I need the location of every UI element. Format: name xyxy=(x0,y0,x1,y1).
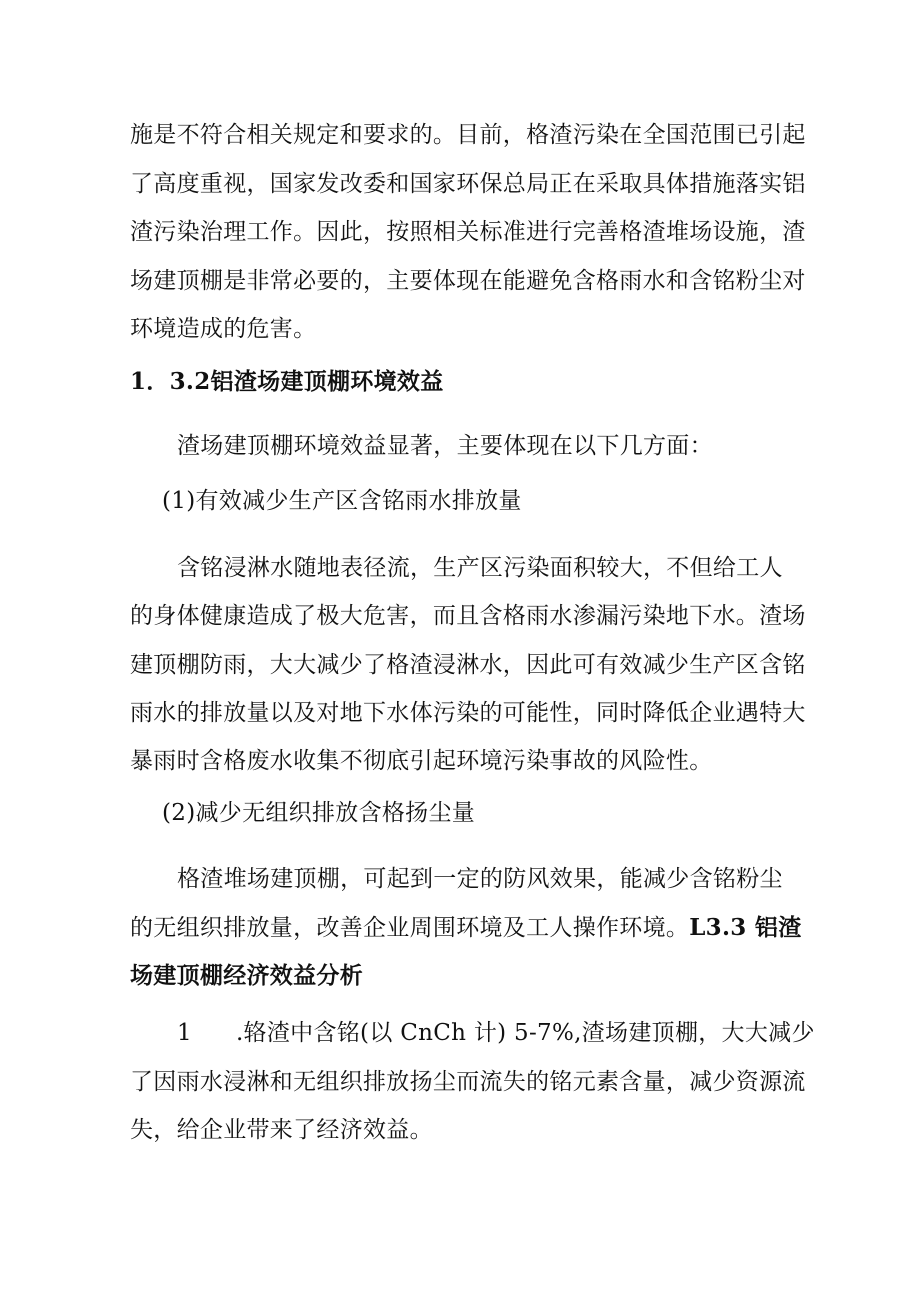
paragraph-line: 格渣堆场建顶棚，可起到一定的防风效果，能减少含铭粉尘 xyxy=(177,866,783,892)
section-heading-number: 1．3.2 xyxy=(130,368,211,395)
section-heading-continued: 场建顶棚经济效益分析 xyxy=(130,962,363,989)
paragraph-line: 建顶棚防雨，大大减少了格渣浸淋水，因此可有效减少生产区含铭 xyxy=(130,652,806,678)
paragraph-line: 失，给企业带来了经济效益。 xyxy=(130,1117,433,1143)
section-heading-inline: L3.3 铝渣 xyxy=(689,914,802,941)
section-heading xyxy=(130,367,444,397)
paragraph-line: 了因雨水浸淋和无组织排放扬尘而流失的铭元素含量，减少资源流 xyxy=(130,1069,806,1095)
paragraph-line: 施是不符合相关规定和要求的。目前，格渣污染在全国范围已引起 xyxy=(130,122,806,148)
paragraph-line: 场建顶棚是非常必要的，主要体现在能避免含格雨水和含铭粉尘对 xyxy=(130,268,806,294)
paragraph-line: 渣污染治理工作。因此，按照相关标准进行完善格渣堆场设施，渣 xyxy=(130,219,806,245)
paragraph-line: 渣场建顶棚环境效益显著，主要体现在以下几方面： xyxy=(177,433,713,459)
paragraph-line: 的身体健康造成了极大危害，而且含格雨水渗漏污染地下水。渣场 xyxy=(130,603,806,629)
paragraph-text: 的无组织排放量，改善企业周围环境及工人操作环境。 xyxy=(130,915,690,941)
paragraph-text: .辂渣中含铭(以 CnCh 计) 5-7%,渣场建顶棚，大大减少 xyxy=(235,1020,815,1046)
paragraph-line xyxy=(130,913,802,943)
paragraph-line: 了高度重视，国家发改委和国家环保总局正在采取具体措施落实铝 xyxy=(130,171,806,197)
paragraph-line: 环境造成的危害。 xyxy=(130,316,317,342)
list-item-heading: (1)有效减少生产区含铭雨水排放量 xyxy=(162,488,522,514)
paragraph-line: 雨水的排放量以及对地下水体污染的可能性，同时降低企业遇特大 xyxy=(130,700,806,726)
list-item-heading: (2)减少无组织排放含格扬尘量 xyxy=(162,800,476,826)
section-heading-text: 铝渣场建顶棚环境效益 xyxy=(210,368,444,395)
paragraph-number: 1 xyxy=(177,1020,192,1046)
numbered-paragraph-line xyxy=(177,1018,815,1048)
paragraph-line: 暴雨时含格废水收集不彻底引起环境污染事故的风险性。 xyxy=(130,748,713,774)
paragraph-line: 含铭浸淋水随地表径流，生产区污染面积较大，不但给工人 xyxy=(177,555,783,581)
